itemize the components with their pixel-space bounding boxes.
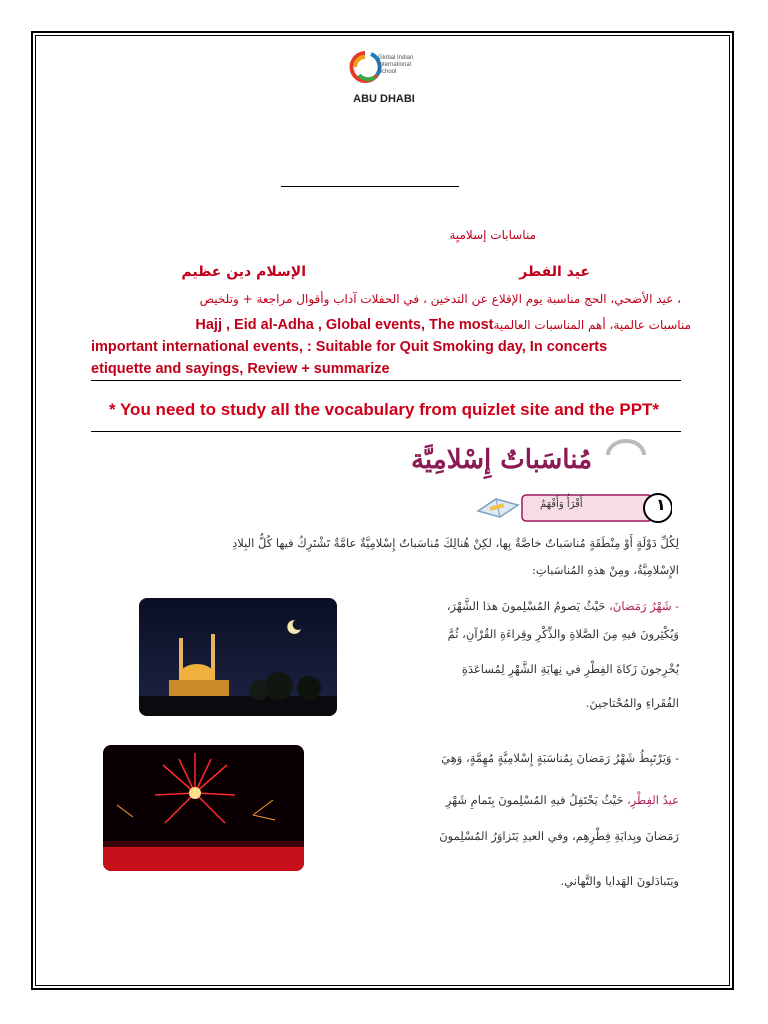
ramadan-line-3: يُخْرِجونَ زَكاةَ الفِطْرِ في نِهايَةِ الشَّهْرِ لِمُساعَدَةِ (461, 662, 679, 676)
eid-line-3: رَمَضانَ وبِدايَةِ فِطْرِهِم، وفي العيدِ يَتَزاوَرُ المُسْلِمونَ (439, 829, 679, 843)
title-underline (281, 186, 459, 187)
ramadan-line-2: وَيُكْثِرونَ فيهِ مِنَ الصَّلاةِ والذِّكْرِ وقِراءَةِ القُرْآنِ، ثُمَّ (447, 627, 679, 641)
eid-line-4: ويَتَبادَلونَ الهَدايا والتَّهاني. (560, 874, 679, 888)
divider-top (91, 380, 681, 381)
topics-mixed-line (91, 314, 691, 336)
ramadan-line-4: الفُقَراءِ والمُحْتاجينَ. (585, 696, 679, 710)
ramadan-line-1-text: حَيْثُ يَصومُ المُسْلِمونَ هذا الشَّهْرَ، (446, 599, 610, 613)
eid-line-2 (446, 793, 679, 807)
eid-line-2-text: حَيْثُ يَحْتَفِلُ فيهِ المُسْلِمونَ بِتَمامِ شَهْرِ (445, 793, 627, 807)
intro-line-2: الإِسْلامِيَّةُ، ومِنْ هذهِ المُناسَباتِ: (532, 563, 679, 577)
topics-line-3: etiquette and sayings, Review + summarize (91, 361, 390, 377)
book-reading-icon (474, 487, 522, 521)
ramadan-mosque-image (139, 598, 337, 716)
eid-highlight: عيدُ الفِطْرِ، (626, 793, 679, 807)
section-number: ١ (656, 495, 666, 514)
study-notice: * You need to study all the vocabulary from quizlet site and the PPT* (108, 400, 660, 419)
topics-arabic: ، عيد الأضحي، الحج مناسبة يوم الإقلاع عن التدخين ، في الحفلات آداب وأقوال مراجعة + وتلخيص (199, 292, 681, 306)
topics-mixed-en: Hajj , Eid al-Adha , Global events, The most (195, 317, 494, 333)
heading-islam: الإسلام دين عظيم (181, 264, 306, 280)
topics-english (91, 314, 691, 380)
topics-line-2: important international events, : Suitable for Quit Smoking day, In concerts (91, 339, 608, 355)
eid-line-1: - وَيَرْتَبِطُ شَهْرُ رَمَضانَ بِمُناسَبَةٍ إِسْلامِيَّةٍ مُهِمَّةٍ، وَهِيَ (441, 751, 679, 765)
campus-name: ABU DHABI (353, 93, 415, 105)
logo-wordmark: Global Indian International School (378, 55, 414, 75)
ramadan-highlight: - شَهْرُ رَمَضانَ، (609, 599, 679, 613)
topics-mixed-ar: مناسبات عالمية، أهم المناسبات العالمية (493, 318, 691, 332)
book-title: مُناسَباتٌ إِسْلامِيَّة (410, 445, 592, 475)
heading-eid: عيد الفطر (519, 264, 590, 280)
ramadan-line-1 (447, 599, 679, 613)
fireworks-image (103, 745, 304, 871)
section-label: أَقْرَأُ وَأَفْهَمُ (540, 499, 583, 510)
book-corner-icon (606, 437, 646, 457)
subtitle: مناسابات إسلاميِة (449, 228, 536, 242)
divider-bottom (91, 431, 681, 432)
intro-line-1: لِكُلِّ دَوْلَةٍ أَوْ مِنْطَقَةٍ مُناسَباتٌ خاصَّةٌ بِها، لكِنْ هُنالِكَ مُناسَباتٌ إِسْلامِيَّةٌ عامَّةٌ تَشْتَرِكُ فيها كُلُّ البِلادِ (232, 536, 679, 550)
